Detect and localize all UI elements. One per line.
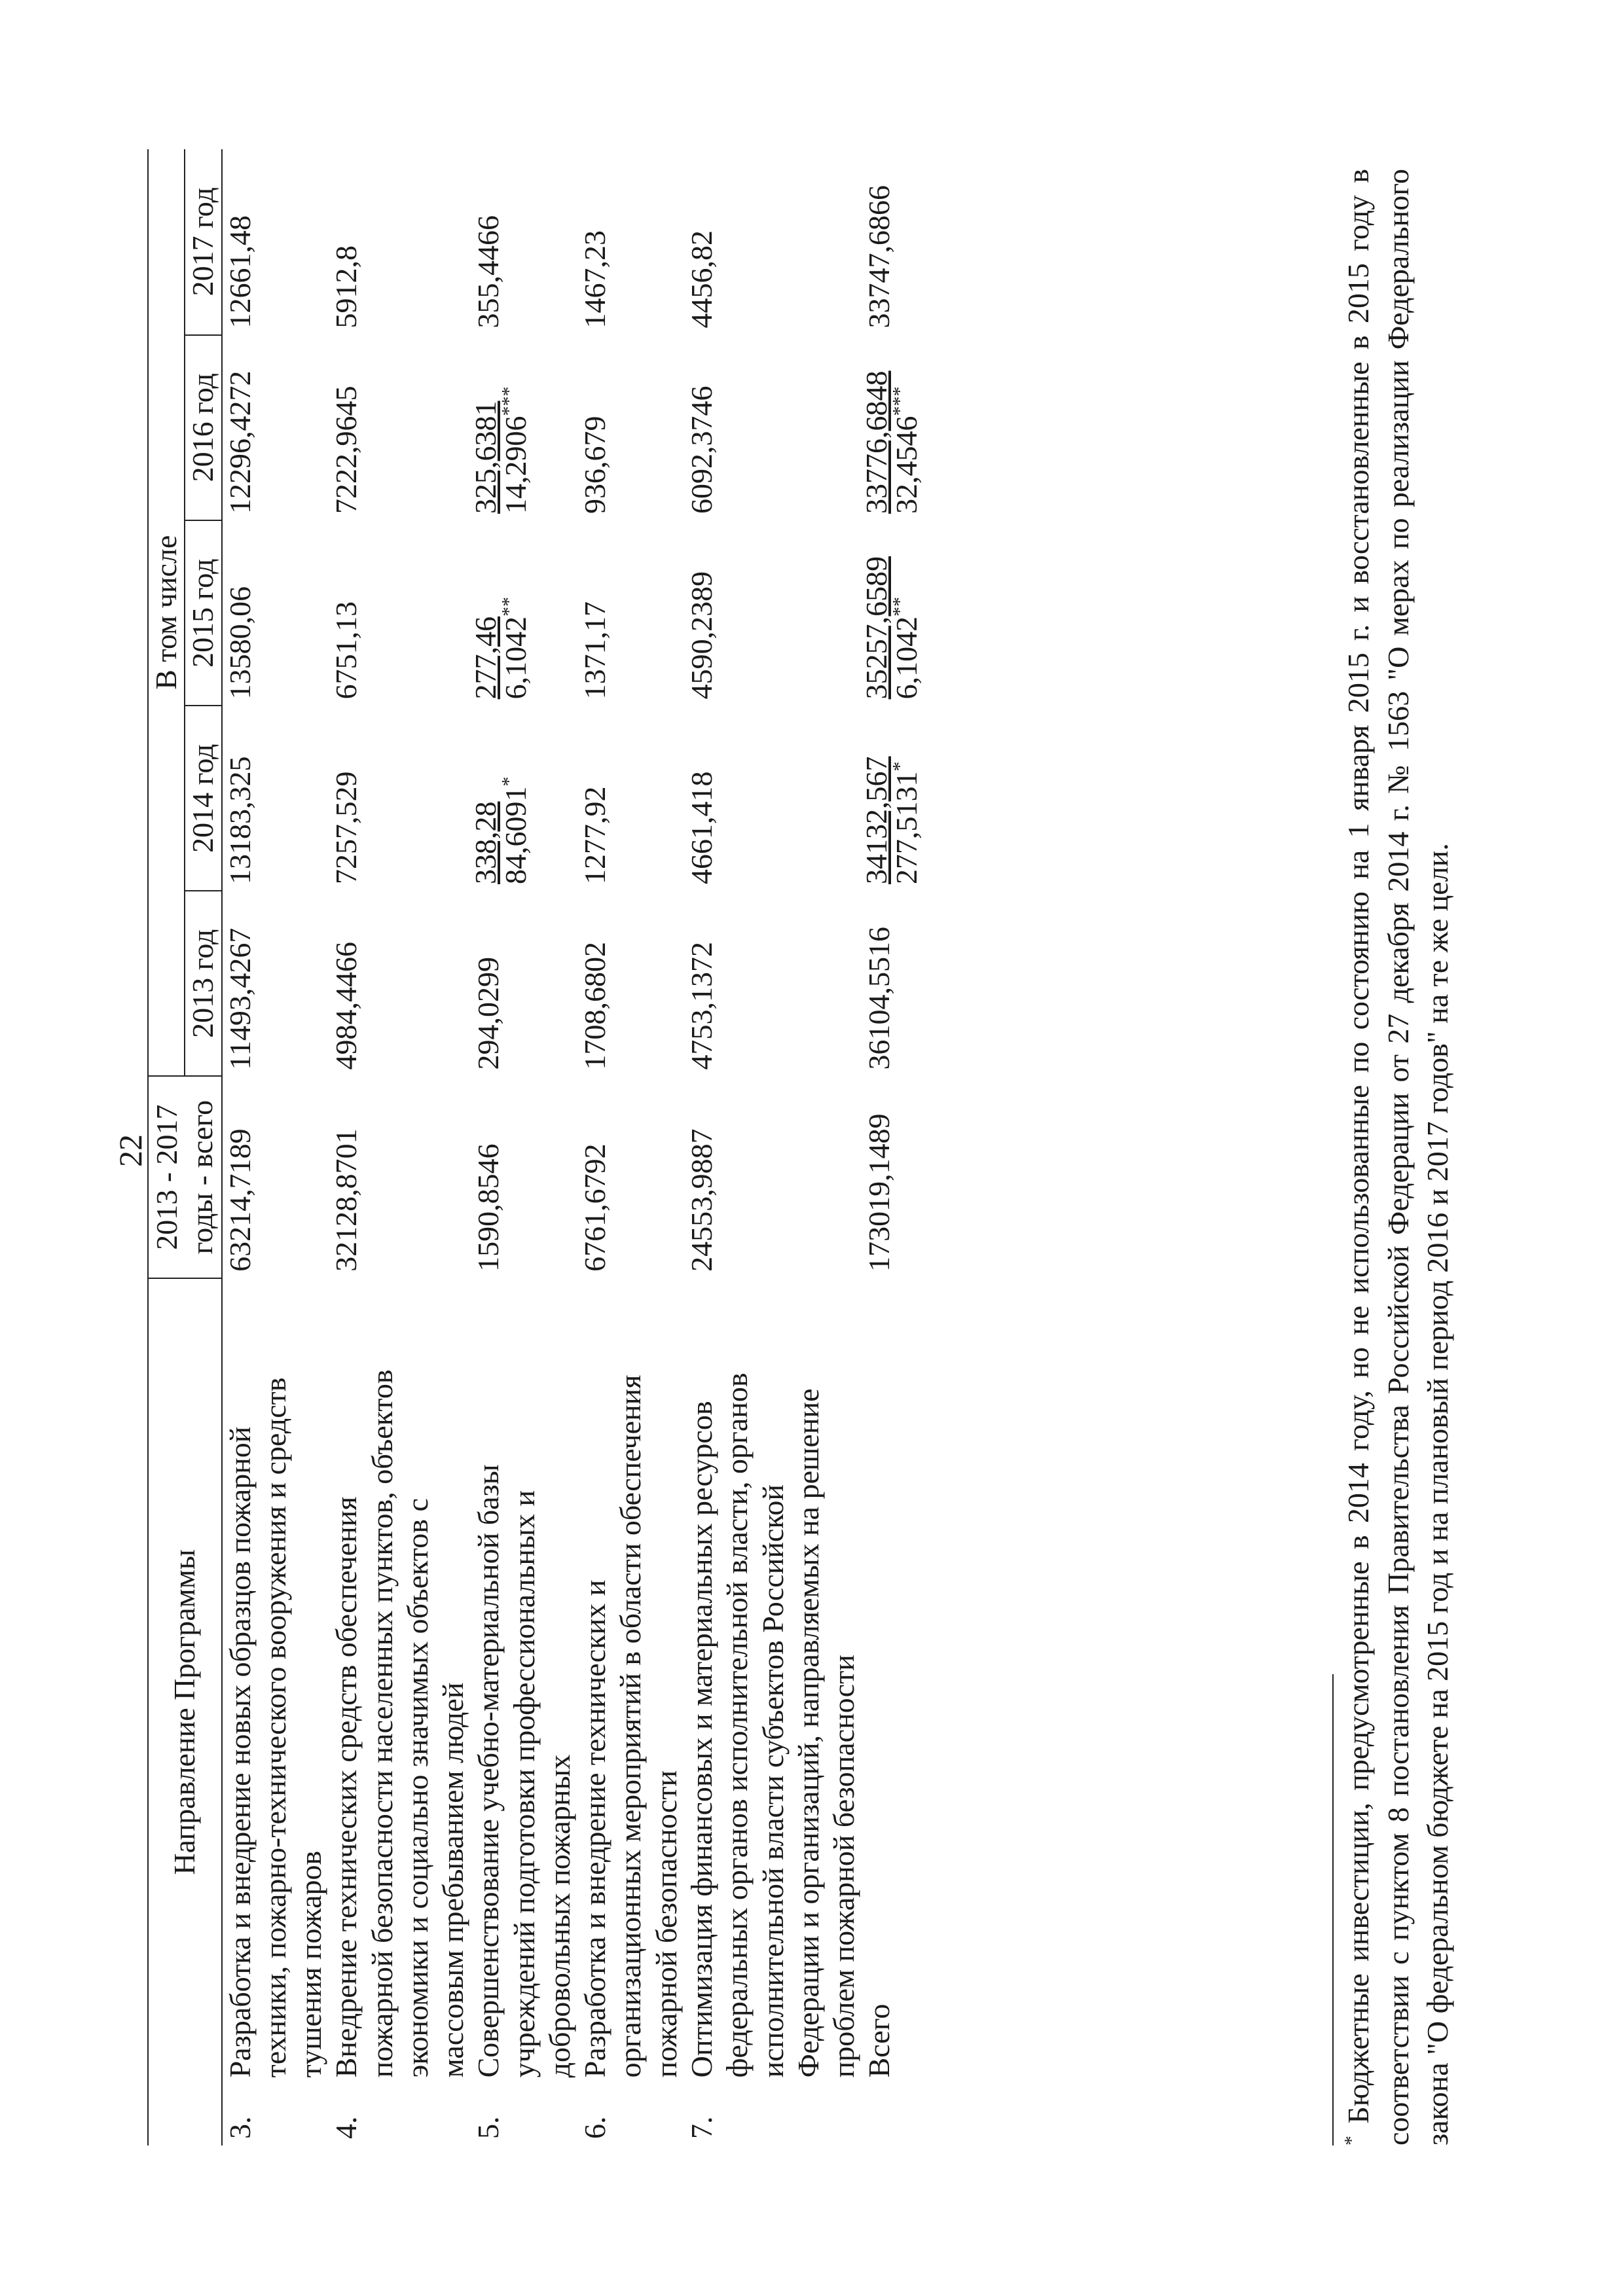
- cell-2017: 5912,8: [329, 245, 363, 329]
- direction-line: добровольных пожарных: [542, 1754, 576, 2078]
- table-row: [577, 149, 684, 2145]
- header-direction: Направление Программы: [148, 1278, 222, 2145]
- fraction-bottom: [888, 370, 924, 514]
- direction-line: техники, пожарно-технического вооружения и средств: [258, 1377, 292, 2078]
- cell-2017: 1467,23: [578, 230, 612, 329]
- fraction-bottom: [498, 386, 533, 514]
- cell-2013: 11493,4267: [223, 927, 257, 1070]
- fraction-top: 325,6381: [469, 401, 503, 514]
- total-row: [862, 149, 924, 2145]
- cell-2017: 355,4466: [471, 215, 505, 329]
- fraction-top: 33776,6848: [860, 370, 894, 514]
- cell-2016: 7222,9645: [329, 386, 363, 514]
- cell-2017: 12661,48: [223, 215, 257, 329]
- fraction-bottom: [888, 757, 924, 885]
- cell-2014: [471, 706, 577, 891]
- fraction-bottom: [498, 596, 533, 700]
- row-direction: [329, 1278, 471, 2085]
- fraction-value: [862, 757, 922, 885]
- footnote-mark: **: [498, 596, 520, 617]
- footnote-mark: ***: [498, 386, 520, 416]
- header-year-2016: 2016 год: [185, 335, 221, 520]
- footnote-mark: ***: [888, 386, 911, 416]
- fraction-top: 34132,567: [860, 756, 894, 885]
- cell-2014: 7257,529: [329, 771, 363, 885]
- cell-2015: 4590,2389: [684, 571, 718, 700]
- fraction-bottom-value: 14,2906: [499, 416, 533, 514]
- cell-2013: 1708,6802: [578, 941, 612, 1070]
- cell-2014: 4661,418: [684, 771, 718, 885]
- direction-line: экономики и социально значимых объектов с: [400, 1498, 434, 2078]
- fraction-top: 277,46: [469, 616, 503, 700]
- table-row: [222, 149, 329, 2145]
- footnote-mark: *: [888, 761, 911, 772]
- fraction-bottom-value: 6,1042: [890, 616, 924, 700]
- table-row: [684, 149, 862, 2145]
- fraction-bottom-value: 6,1042: [499, 616, 533, 700]
- fraction-top: 338,28: [469, 801, 503, 885]
- table-row: [329, 149, 471, 2145]
- fraction-top: 35257,6589: [860, 556, 894, 700]
- cell-2016: 936,679: [578, 416, 612, 514]
- cell-2017: 4456,82: [684, 230, 718, 329]
- cell-2015: 13580,06: [223, 586, 257, 700]
- row-number-empty: [862, 2084, 924, 2145]
- fraction-bottom-value: 277,5131: [890, 771, 924, 885]
- direction-line: организационных мероприятий в области обеспечения: [613, 1374, 647, 2078]
- direction-line: Совершенствование учебно-материальной базы: [471, 1464, 505, 2078]
- direction-line: Федерации и организаций, направляемых на решение: [791, 1388, 825, 2078]
- header-year-2015: 2015 год: [185, 520, 221, 706]
- cell-2016: [862, 335, 924, 520]
- cell-total: 6761,6792: [578, 1143, 612, 1272]
- fraction-value: [471, 597, 531, 700]
- direction-line: Разработка и внедрение технических и: [578, 1579, 612, 2078]
- row-direction: [684, 1278, 862, 2085]
- direction-line: тушения пожаров: [294, 1850, 328, 2078]
- cell-2014: 1277,92: [578, 786, 612, 885]
- direction-line: пожарной безопасности населенных пунктов, объектов: [365, 1369, 399, 2078]
- cell-total: 173019,1489: [862, 1113, 896, 1272]
- header-year-2014: 2014 год: [185, 706, 221, 891]
- fraction-value: [862, 556, 922, 700]
- cell-2015: 6751,13: [329, 601, 363, 700]
- header-including: В том числе: [148, 149, 185, 1076]
- direction-line: проблем пожарной безопасности: [827, 1655, 861, 2078]
- header-year-2017: 2017 год: [185, 149, 221, 335]
- fraction-bottom-value: 32,4546: [890, 416, 924, 514]
- fraction-value: [862, 370, 922, 514]
- page-number: 22: [112, 1134, 149, 1167]
- fraction-value: [471, 777, 531, 885]
- direction-line: массовым пребыванием людей: [436, 1682, 470, 2078]
- row-direction: [471, 1278, 577, 2085]
- cell-2015: [862, 520, 924, 706]
- cell-total: 24553,9887: [684, 1128, 718, 1272]
- cell-2014: 13183,325: [223, 756, 257, 885]
- row-number: 4.: [329, 2116, 363, 2139]
- header-year-2013: 2013 год: [185, 891, 221, 1076]
- cell-2016: 12296,4272: [223, 370, 257, 514]
- fraction-bottom: [888, 556, 924, 700]
- cell-2017: 33747,6866: [862, 185, 896, 329]
- footnote: [1339, 169, 1458, 2145]
- cell-2015: 1371,17: [578, 601, 612, 700]
- cell-2015: [471, 520, 577, 706]
- cell-2013: 4753,1372: [684, 941, 718, 1070]
- row-number: 6.: [578, 2116, 612, 2139]
- row-number: 5.: [471, 2116, 505, 2139]
- cell-2013: 36104,5516: [862, 926, 896, 1070]
- direction-line: пожарной безопасности: [649, 1770, 683, 2078]
- row-direction: [222, 1278, 329, 2085]
- cell-2013: 294,0299: [471, 956, 505, 1070]
- program-funding-table: [147, 149, 925, 2145]
- direction-line: Разработка и внедрение новых образцов пожарной: [223, 1426, 257, 2078]
- cell-2016: [471, 335, 577, 520]
- row-number: 3.: [223, 2116, 257, 2139]
- direction-line: Внедрение технических средств обеспечения: [329, 1496, 363, 2078]
- row-number: 7.: [684, 2116, 718, 2139]
- direction-line: федеральных органов исполнительной власти, органов: [720, 1372, 754, 2078]
- header-total-text: 2013 - 2017 годы - всего: [150, 1100, 219, 1255]
- row-direction: [577, 1278, 684, 2085]
- cell-2013: 4984,4466: [329, 941, 363, 1070]
- table-row: [471, 149, 577, 2145]
- direction-line: исполнительной власти субъектов Российской: [756, 1484, 790, 2078]
- fraction-value: [471, 386, 531, 514]
- fraction-bottom-value: 84,6091: [499, 786, 533, 885]
- cell-2014: [862, 706, 924, 891]
- footnote-mark: *: [1340, 2136, 1362, 2145]
- cell-total: 32128,8701: [329, 1128, 363, 1272]
- footnote-mark: *: [498, 776, 520, 787]
- direction-line: учреждений подготовки профессиональных и: [507, 1490, 541, 2078]
- footnote-text: Бюджетные инвестиции, предусмотренные в 2014 году, но не использованные по состоянию на 1 января 2015 г. и восстановленные в 2015 году в соответствии с пунктом 8 постановления Правительства Российской Федерации от 27 декабря 2014 г. № 1563 "О мерах по реализации Федерального закона "О федеральном бюджете на 2015 год и на плановый период 2016 и 2017 годов" на те же цели.: [1341, 168, 1455, 2145]
- footnote-divider: [1332, 1674, 1334, 2145]
- total-label: Всего: [862, 2003, 896, 2078]
- footnote-mark: **: [888, 596, 911, 617]
- fraction-bottom: [498, 776, 533, 885]
- cell-2016: 6092,3746: [684, 386, 718, 514]
- header-total: [148, 1076, 222, 1278]
- direction-line: Оптимизация финансовых и материальных ресурсов: [684, 1401, 718, 2078]
- cell-total: 1590,8546: [471, 1143, 505, 1272]
- cell-total: 63214,7189: [223, 1128, 257, 1272]
